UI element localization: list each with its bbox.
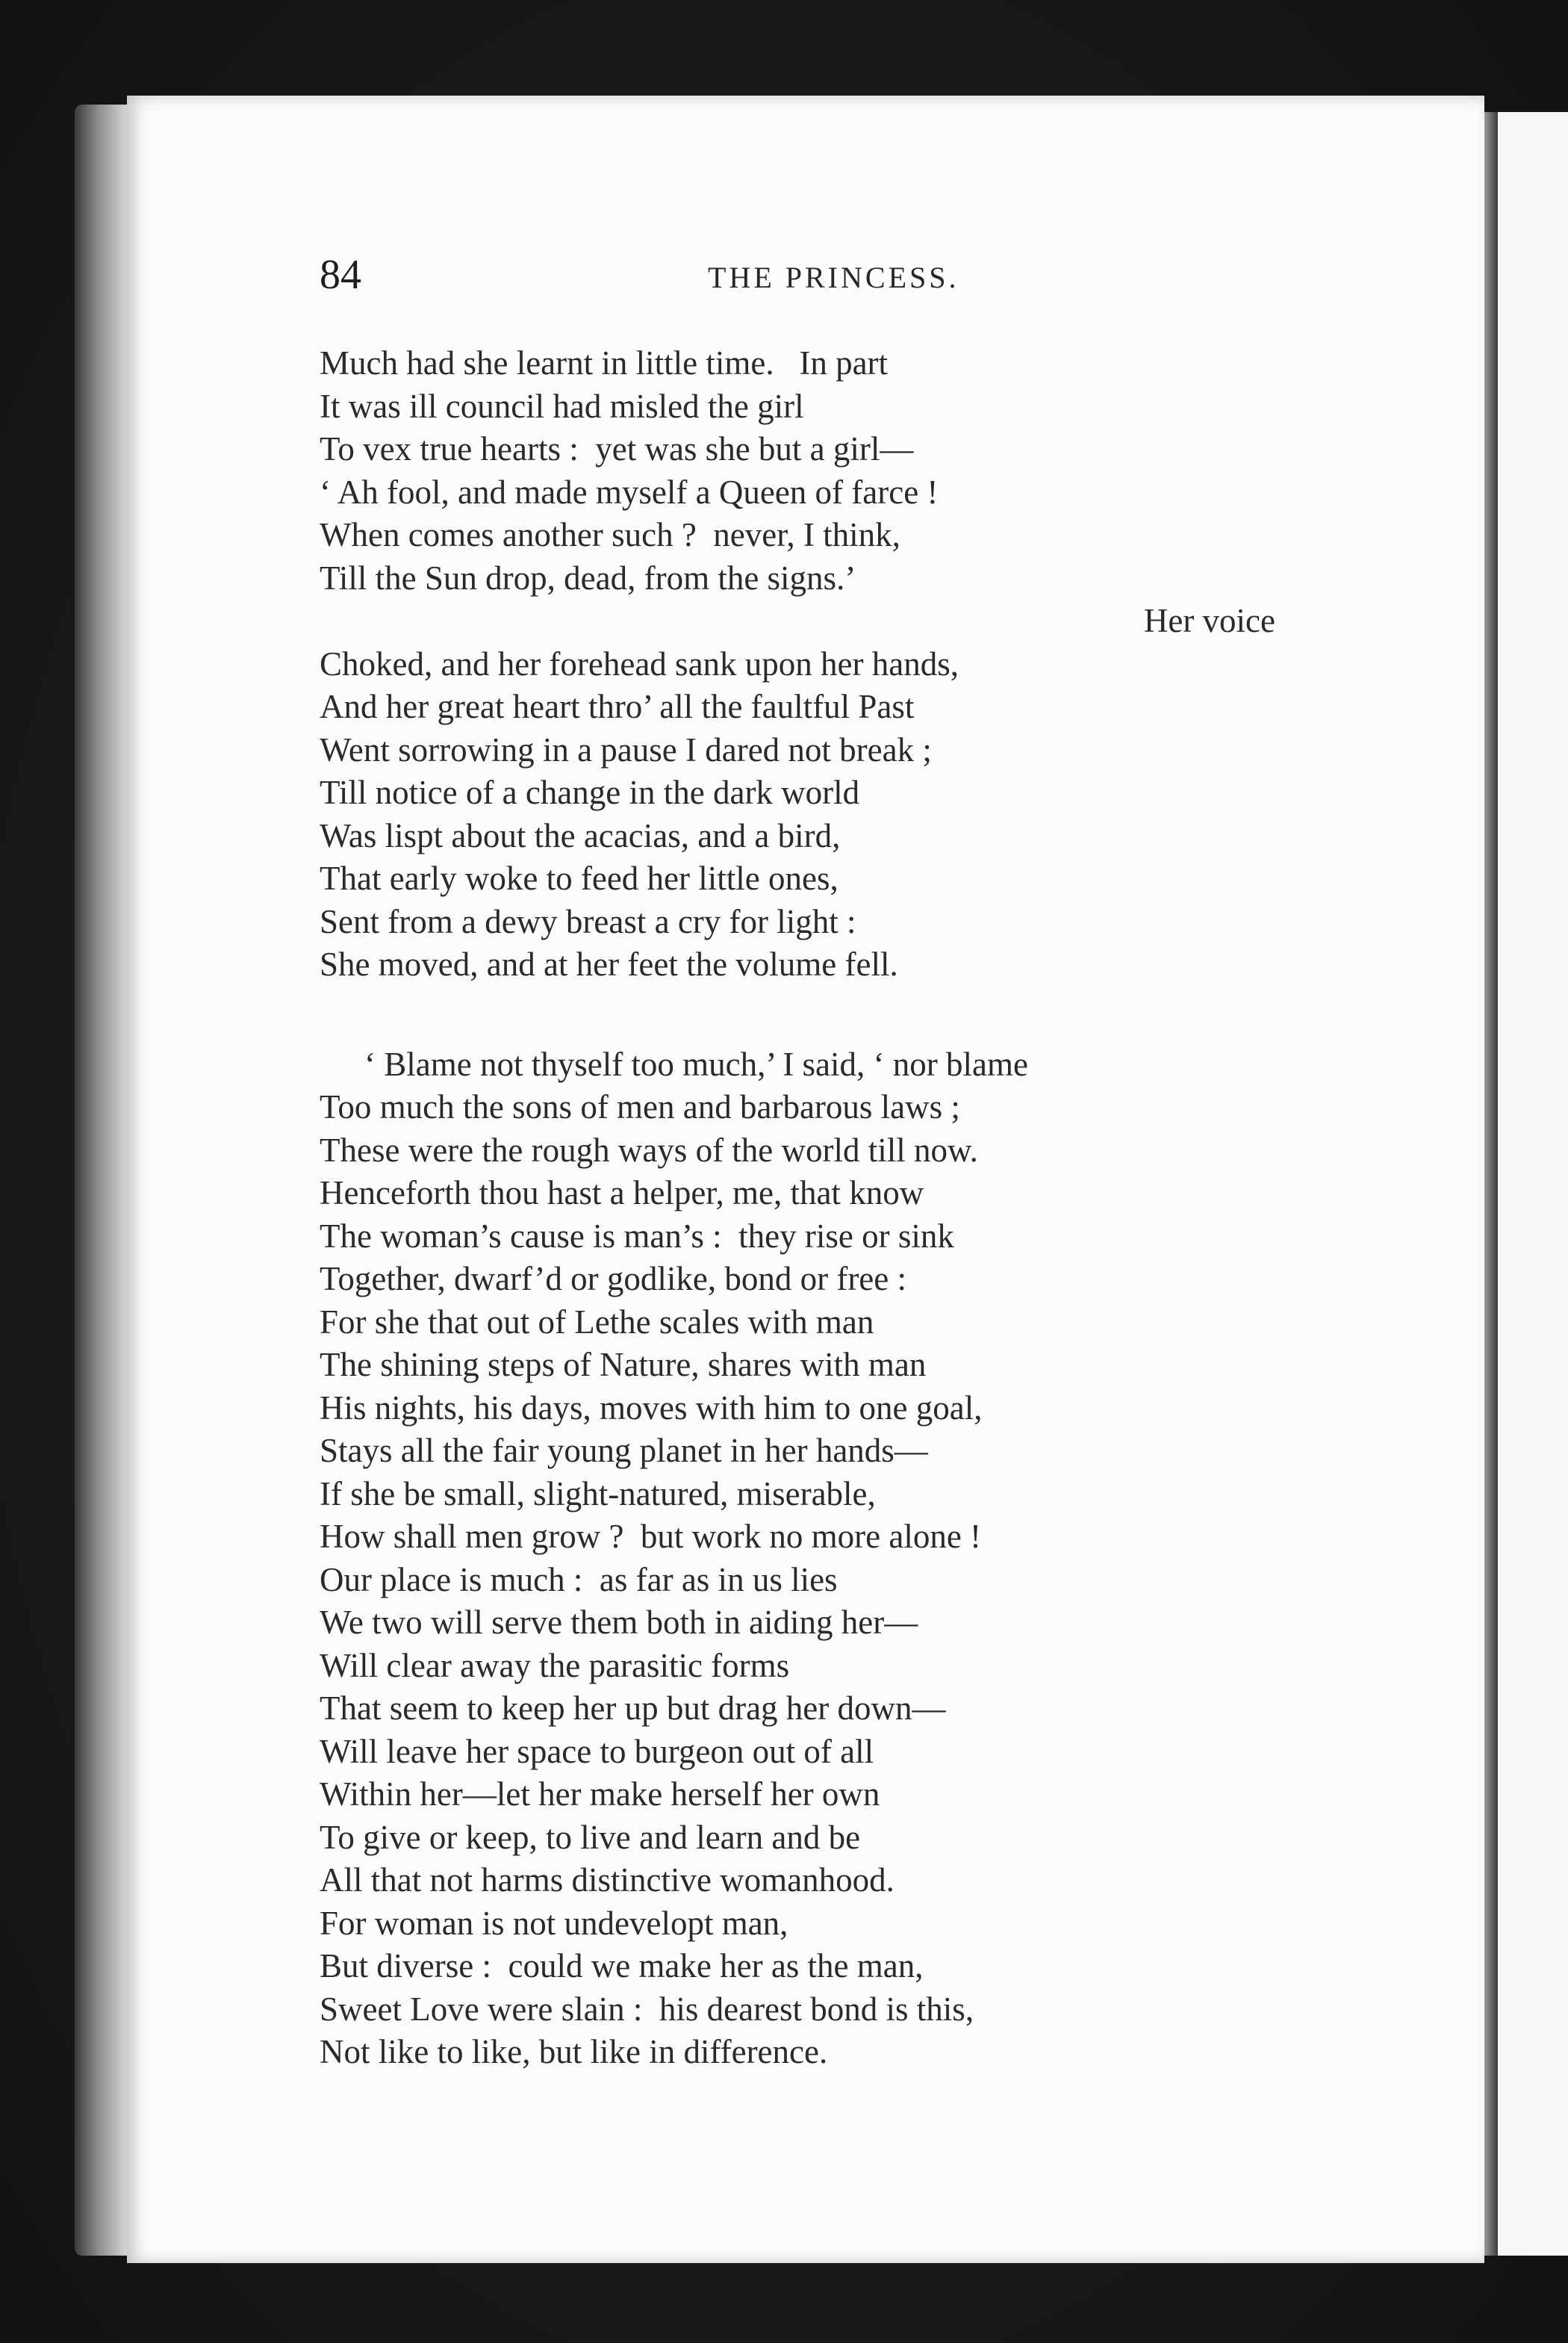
page-number: 84 xyxy=(320,252,361,298)
poem-line: And her great heart thro’ all the faultful Past xyxy=(320,688,915,725)
poem-line: All that not harms distinctive womanhood. xyxy=(320,1861,895,1899)
poem-line: Will clear away the parasitic forms xyxy=(320,1646,790,1684)
poem-line: Sweet Love were slain : his dearest bond is this, xyxy=(320,1990,974,2028)
gutter-shadow xyxy=(1484,112,1498,2256)
poem-line: Went sorrowing in a pause I dared not break ; xyxy=(320,730,932,769)
poem-line: Within her—let her make herself her own xyxy=(320,1775,880,1813)
poem-line: Her voice xyxy=(1143,602,1275,639)
poem-line: ‘ Blame not thyself too much,’ I said, ‘ nor blame xyxy=(364,1045,1028,1083)
poem-line: How shall men grow ? but work no more alone ! xyxy=(320,1518,982,1555)
poem-line: Choked, and her forehead sank upon her hands, xyxy=(320,645,959,683)
poem-text xyxy=(320,342,1275,2074)
poem-line: To vex true hearts : yet was she but a girl— xyxy=(320,430,914,468)
poem-line: Too much the sons of men and barbarous laws ; xyxy=(320,1088,960,1126)
page-header xyxy=(320,246,1245,306)
facing-page-edge xyxy=(1498,112,1568,2256)
poem-line: We two will serve them both in aiding her— xyxy=(320,1604,918,1641)
poem-line: Much had she learnt in little time. In part xyxy=(320,344,889,382)
running-title: THE PRINCESS. xyxy=(708,261,959,294)
poem-line: Till notice of a change in the dark world xyxy=(320,774,860,811)
poem-line: The shining steps of Nature, shares with man xyxy=(320,1346,927,1383)
poem-line: Will leave her space to burgeon out of all xyxy=(320,1732,874,1770)
poem-line: For she that out of Lethe scales with man xyxy=(320,1303,874,1341)
poem-line: These were the rough ways of the world till now. xyxy=(320,1131,978,1169)
poem-line: Not like to like, but like in difference. xyxy=(320,2033,828,2070)
stanza xyxy=(320,342,1275,987)
poem-line: ‘ Ah fool, and made myself a Queen of farce ! xyxy=(320,473,939,511)
poem-line: For woman is not undevelopt man, xyxy=(320,1904,788,1942)
poem-line: Stays all the fair young planet in her hands— xyxy=(320,1432,928,1469)
poem-line: But diverse : could we make her as the man, xyxy=(320,1947,924,1984)
poem-line: His nights, his days, moves with him to one goal, xyxy=(320,1388,983,1427)
poem-line: Sent from a dewy breast a cry for light : xyxy=(320,902,856,940)
poem-line: She moved, and at her feet the volume fell. xyxy=(320,946,898,983)
poem-line: That early woke to feed her little ones, xyxy=(320,860,839,897)
poem-line: Henceforth thou hast a helper, me, that know xyxy=(320,1174,924,1211)
poem-line: To give or keep, to live and learn and be xyxy=(320,1818,861,1856)
poem-line: When comes another such ? never, I think, xyxy=(320,516,900,553)
stanza-break xyxy=(320,987,1275,1043)
poem-line: That seem to keep her up but drag her down— xyxy=(320,1689,946,1727)
poem-line: Our place is much : as far as in us lies xyxy=(320,1560,838,1598)
stanza xyxy=(320,1043,1275,2074)
poem-line: It was ill council had misled the girl xyxy=(320,387,804,425)
poem-line: Till the Sun drop, dead, from the signs.’ xyxy=(320,559,856,597)
poem-line: If she be small, slight-natured, miserable, xyxy=(320,1474,876,1512)
poem-line: Was lispt about the acacias, and a bird, xyxy=(320,816,841,854)
poem-line: Together, dwarf’d or godlike, bond or free : xyxy=(320,1260,907,1297)
poem-line: The woman’s cause is man’s : they rise or sink xyxy=(320,1217,954,1255)
